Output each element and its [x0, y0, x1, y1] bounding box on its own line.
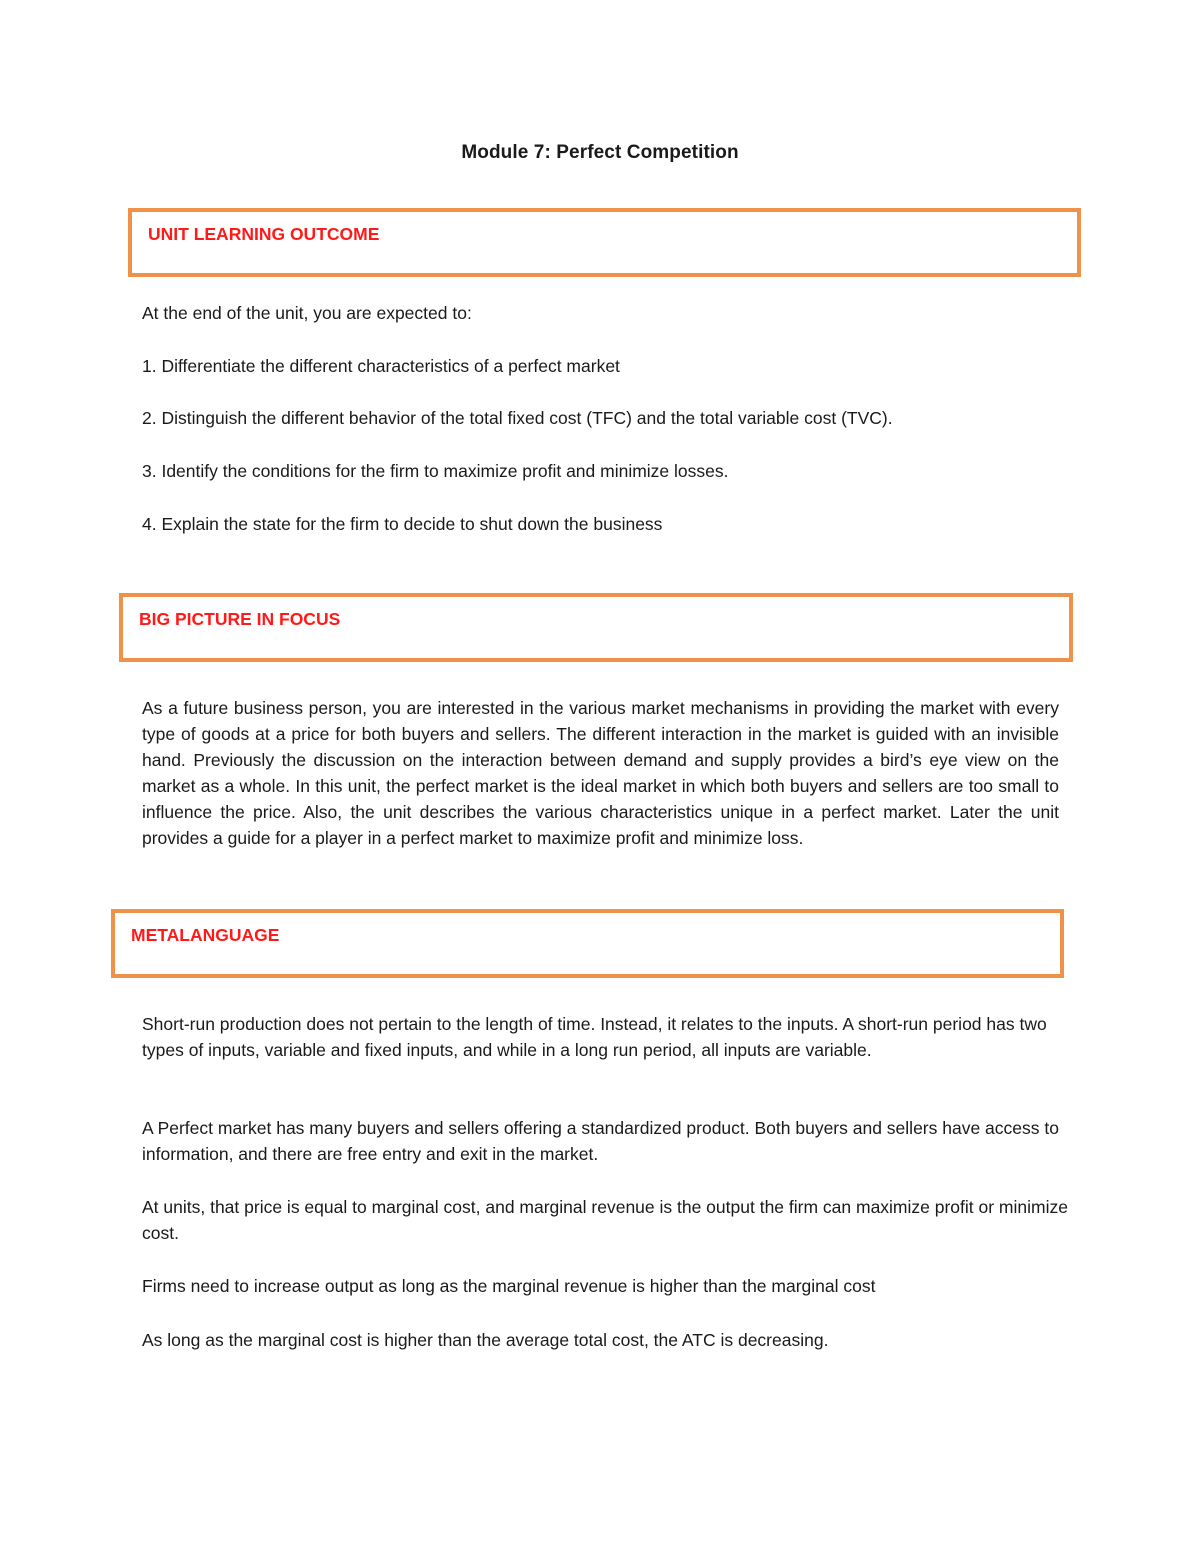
metalanguage-heading: METALANGUAGE [131, 925, 280, 945]
outcome-item-3: 3. Identify the conditions for the firm to maximize profit and minimize losses. [142, 461, 729, 481]
metalanguage-paragraph-4: Firms need to increase output as long as the marginal revenue is higher than the marginal cost [142, 1276, 876, 1296]
metalanguage-paragraph-2: A Perfect market has many buyers and sellers offering a standardized product. Both buyers and sellers have access to information, and there are free entry and exit in the market. [142, 1118, 1059, 1164]
big-picture-box [119, 593, 1073, 662]
big-picture-heading: BIG PICTURE IN FOCUS [139, 609, 341, 629]
metalanguage-box [111, 909, 1064, 978]
outcome-item-2: 2. Distinguish the different behavior of the total fixed cost (TFC) and the total variable cost (TVC). [142, 408, 893, 428]
big-picture-paragraph: As a future business person, you are interested in the various market mechanisms in providing the market with every type of goods at a price for both buyers and sellers. The different interaction in the market is guided with an invisible hand. Previously the discussion on the interaction between demand and supply provides a bird’s eye view on the market as a whole. In this unit, the perfect market is the ideal market in which both buyers and sellers are too small to influence the price. Also, the unit describes the various characteristics unique in a perfect market. Later the unit provides a guide for a player in a perfect market to maximize profit and minimize loss. [142, 698, 1059, 848]
metalanguage-paragraph-5: As long as the marginal cost is higher than the average total cost, the ATC is decreasing. [142, 1330, 829, 1350]
page-title: Module 7: Perfect Competition [461, 142, 739, 163]
outcome-intro: At the end of the unit, you are expected to: [142, 303, 472, 323]
unit-learning-outcome-box [128, 208, 1081, 277]
outcome-item-1: 1. Differentiate the different characteristics of a perfect market [142, 356, 620, 376]
metalanguage-paragraph-3: At units, that price is equal to marginal cost, and marginal revenue is the output the firm can maximize profit or minimize cost. [142, 1197, 1068, 1243]
unit-learning-outcome-heading: UNIT LEARNING OUTCOME [148, 224, 380, 244]
metalanguage-paragraph-1: Short-run production does not pertain to the length of time. Instead, it relates to the inputs. A short-run period has two types of inputs, variable and fixed inputs, and while in a long run period, all inputs are variable. [142, 1014, 1047, 1060]
outcome-item-4: 4. Explain the state for the firm to decide to shut down the business [142, 514, 663, 534]
